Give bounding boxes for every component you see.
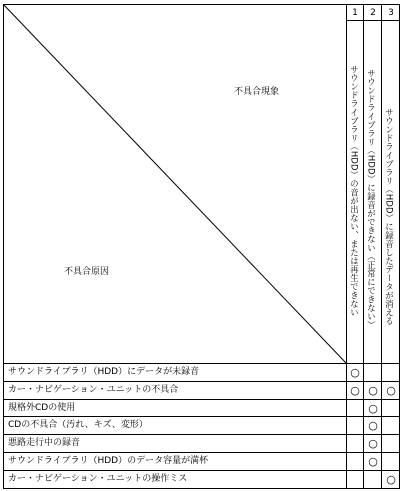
row-label: サウンドライブラリ（HDD）にデータが未録音 <box>8 367 200 377</box>
column-header-2: サウンドライブラリ（HDD）に録音ができない（正常にできない） <box>366 69 377 330</box>
circle-mark: ○ <box>368 437 378 450</box>
column-number-1: 1 <box>352 8 358 18</box>
circle-mark: ○ <box>368 402 378 415</box>
column-header-1: サウンドライブラリ（HDD）の音が出ない、または再生できない <box>349 65 360 317</box>
row-label: サウンドライブラリ（HDD）のデータ容量が満杯 <box>8 456 209 466</box>
phenomenon-label: 不具合現象 <box>234 87 280 97</box>
circle-mark: ○ <box>350 384 360 397</box>
column-header-3: サウンドライブラリ（HDD）に録音したデータが消える <box>384 108 395 326</box>
cause-label: 不具合原因 <box>64 267 110 277</box>
column-number-3: 3 <box>388 8 394 18</box>
header-diagonal <box>4 5 347 364</box>
row-label: CDの不具合（汚れ、キズ、変形） <box>8 420 148 430</box>
circle-mark: ○ <box>368 419 378 432</box>
row-label: カー・ナビゲーション・ユニットの操作ミス <box>8 474 188 484</box>
circle-mark: ○ <box>368 384 378 397</box>
circle-mark: ○ <box>386 384 396 397</box>
column-number-2: 2 <box>370 8 376 18</box>
circle-mark: ○ <box>350 366 360 379</box>
row-label: 規格外CDの使用 <box>8 403 76 413</box>
row-label: 悪路走行中の録音 <box>8 438 81 448</box>
circle-mark: ○ <box>368 455 378 468</box>
row-label: カー・ナビゲーション・ユニットの不具合 <box>8 385 179 395</box>
circle-mark: ○ <box>386 473 396 486</box>
